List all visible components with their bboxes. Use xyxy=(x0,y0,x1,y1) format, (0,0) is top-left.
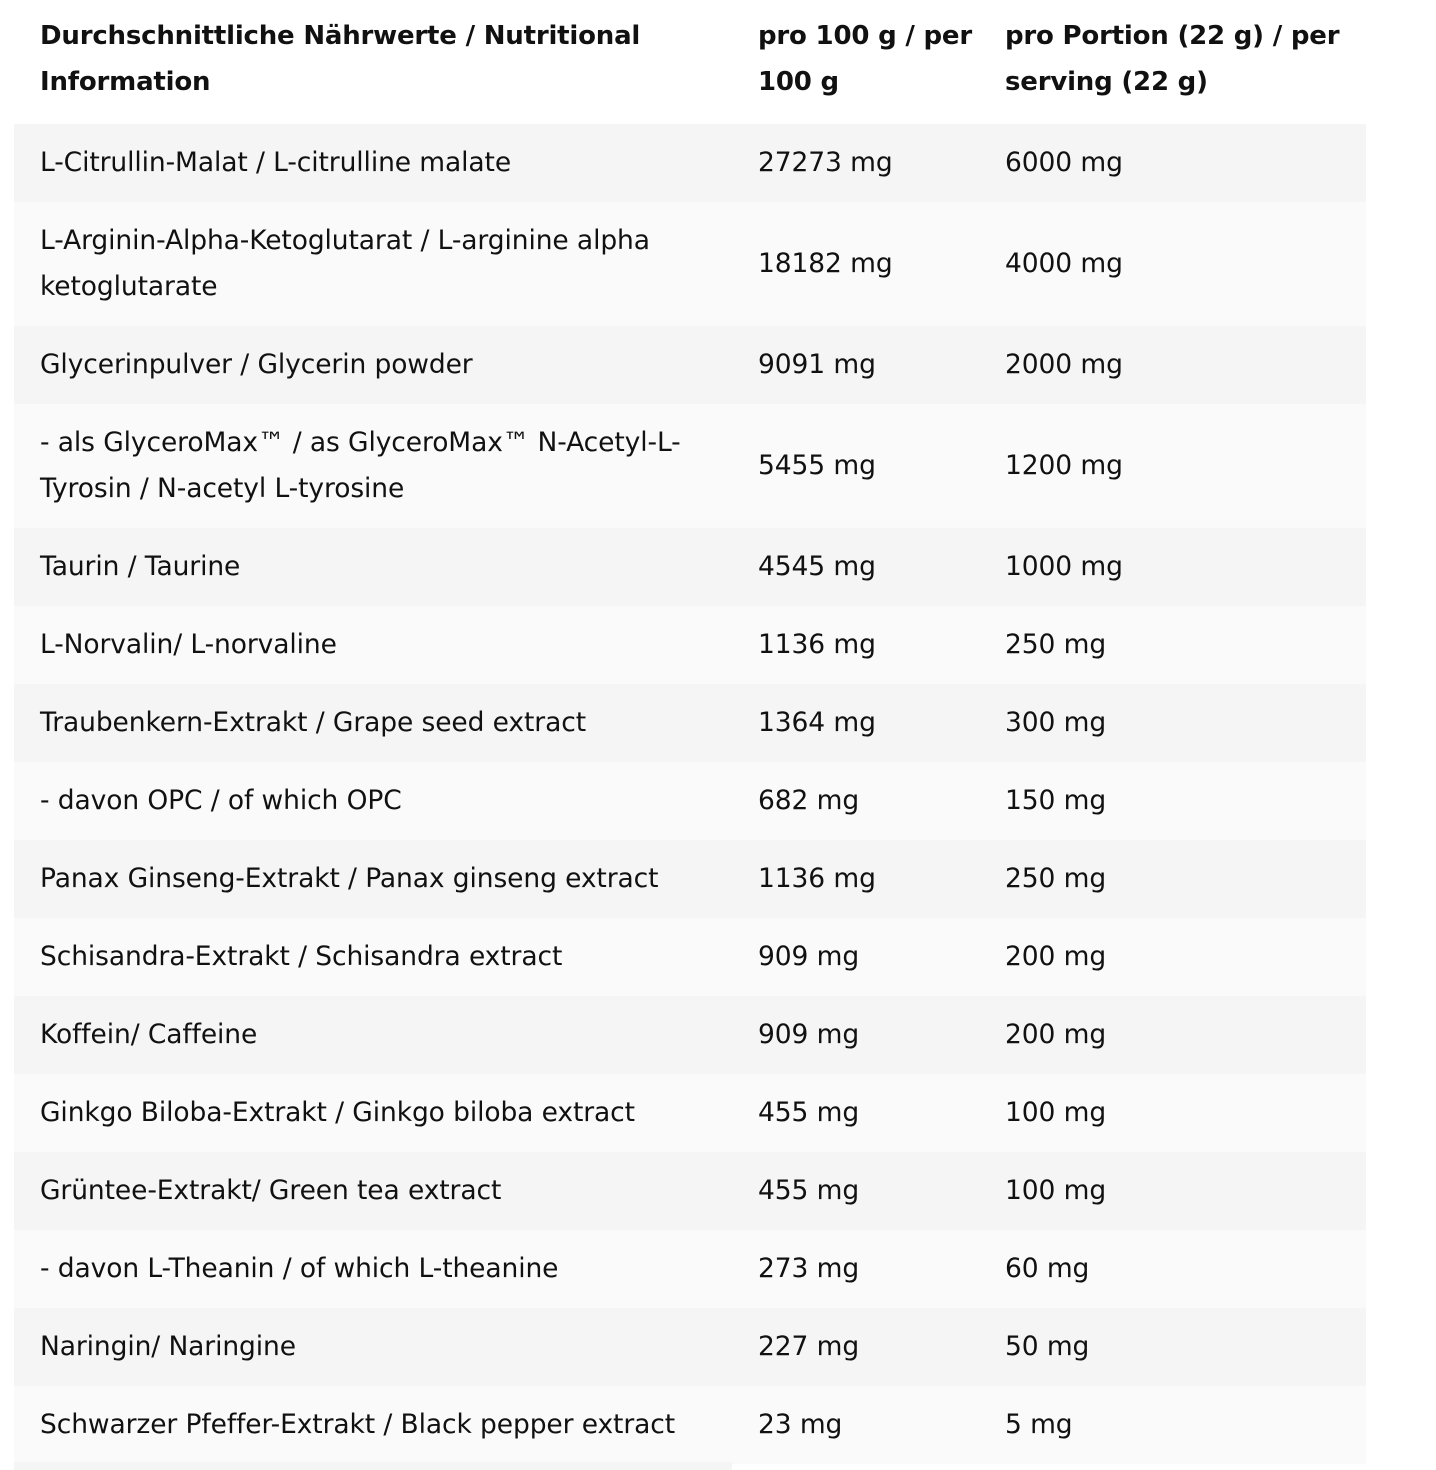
value-per-serving: 300 mg xyxy=(979,684,1366,762)
table-row xyxy=(14,528,1366,606)
table-header xyxy=(14,0,1366,124)
nutrient-name: Panax Ginseng-Extrakt / Panax ginseng extract xyxy=(14,840,732,918)
value-per-serving: 6000 mg xyxy=(979,124,1366,202)
table-row xyxy=(14,684,1366,762)
value-per-100g: 9091 mg xyxy=(732,326,979,404)
nutrient-name: Traubenkern-Extrakt / Grape seed extract xyxy=(14,684,732,762)
nutrient-name: Taurin / Taurine xyxy=(14,528,732,606)
value-per-100g: 455 mg xyxy=(732,1074,979,1152)
value-per-serving: 150 mg xyxy=(979,762,1366,840)
table-row xyxy=(14,1074,1366,1152)
value-per-100g: 1364 mg xyxy=(732,684,979,762)
nutrient-name: Schwarzer Pfeffer-Extrakt / Black pepper extract xyxy=(14,1386,732,1464)
value-per-100g: 18182 mg xyxy=(732,202,979,326)
nutrient-name: - als GlyceroMax™ / as GlyceroMax™ N-Acetyl-L-Tyrosin / N-acetyl L-tyrosine xyxy=(14,404,732,528)
nutrient-name: Ginkgo Biloba-Extrakt / Ginkgo biloba extract xyxy=(14,1074,732,1152)
table-row xyxy=(14,202,1366,326)
value-per-serving: 250 mg xyxy=(979,840,1366,918)
value-per-100g: 909 mg xyxy=(732,996,979,1074)
header-per-100g: pro 100 g / per 100 g xyxy=(732,0,979,124)
table-row xyxy=(14,124,1366,202)
table-row xyxy=(14,840,1366,918)
next-row-edge xyxy=(14,1462,732,1470)
header-row xyxy=(14,0,1366,124)
table-row xyxy=(14,404,1366,528)
value-per-serving: 5 mg xyxy=(979,1386,1366,1464)
value-per-serving: 60 mg xyxy=(979,1230,1366,1308)
nutrition-table xyxy=(14,0,1366,1464)
header-per-serving: pro Portion (22 g) / per serving (22 g) xyxy=(979,0,1366,124)
value-per-serving: 250 mg xyxy=(979,606,1366,684)
value-per-serving: 100 mg xyxy=(979,1074,1366,1152)
nutrient-name: L-Norvalin/ L-norvaline xyxy=(14,606,732,684)
value-per-serving: 50 mg xyxy=(979,1308,1366,1386)
table-row xyxy=(14,996,1366,1074)
value-per-100g: 455 mg xyxy=(732,1152,979,1230)
value-per-100g: 27273 mg xyxy=(732,124,979,202)
nutrient-name: L-Arginin-Alpha-Ketoglutarat / L-arginine alpha ketoglutarate xyxy=(14,202,732,326)
nutrient-name: Koffein/ Caffeine xyxy=(14,996,732,1074)
value-per-100g: 5455 mg xyxy=(732,404,979,528)
table-row xyxy=(14,918,1366,996)
table-row xyxy=(14,1308,1366,1386)
table-row xyxy=(14,1230,1366,1308)
value-per-100g: 23 mg xyxy=(732,1386,979,1464)
nutrient-name: Schisandra-Extrakt / Schisandra extract xyxy=(14,918,732,996)
nutrient-name: Glycerinpulver / Glycerin powder xyxy=(14,326,732,404)
nutrient-name: - davon OPC / of which OPC xyxy=(14,762,732,840)
header-nutrient: Durchschnittliche Nährwerte / Nutritional Information xyxy=(14,0,732,124)
nutrient-name: L-Citrullin-Malat / L-citrulline malate xyxy=(14,124,732,202)
value-per-100g: 1136 mg xyxy=(732,840,979,918)
value-per-serving: 2000 mg xyxy=(979,326,1366,404)
nutrient-name: Naringin/ Naringine xyxy=(14,1308,732,1386)
table-row xyxy=(14,1152,1366,1230)
value-per-serving: 1200 mg xyxy=(979,404,1366,528)
nutrient-name: - davon L-Theanin / of which L-theanine xyxy=(14,1230,732,1308)
value-per-serving: 100 mg xyxy=(979,1152,1366,1230)
value-per-100g: 273 mg xyxy=(732,1230,979,1308)
table-row xyxy=(14,1386,1366,1464)
value-per-serving: 200 mg xyxy=(979,918,1366,996)
value-per-serving: 200 mg xyxy=(979,996,1366,1074)
value-per-100g: 4545 mg xyxy=(732,528,979,606)
table-row xyxy=(14,606,1366,684)
table-body xyxy=(14,124,1366,1464)
value-per-100g: 227 mg xyxy=(732,1308,979,1386)
nutrient-name: Grüntee-Extrakt/ Green tea extract xyxy=(14,1152,732,1230)
value-per-100g: 1136 mg xyxy=(732,606,979,684)
table-row xyxy=(14,762,1366,840)
value-per-100g: 682 mg xyxy=(732,762,979,840)
value-per-serving: 1000 mg xyxy=(979,528,1366,606)
nutrition-table-container xyxy=(14,0,1366,1464)
value-per-100g: 909 mg xyxy=(732,918,979,996)
table-row xyxy=(14,326,1366,404)
value-per-serving: 4000 mg xyxy=(979,202,1366,326)
